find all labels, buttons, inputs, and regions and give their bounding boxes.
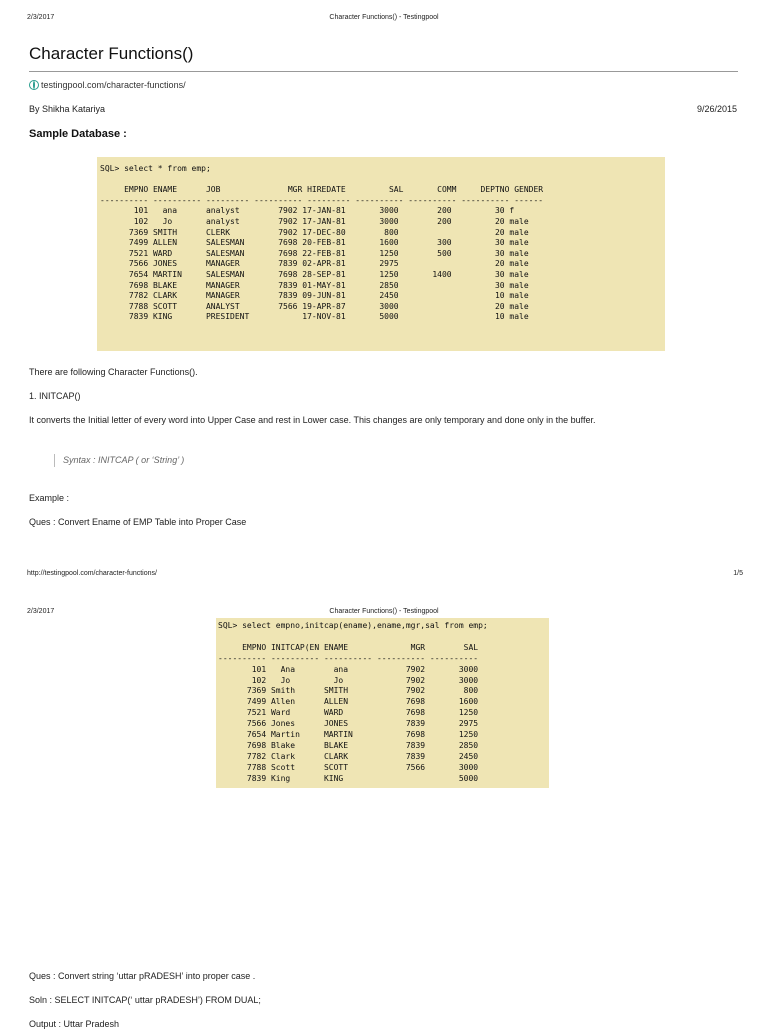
- author-byline: By Shikha Katariya: [29, 104, 106, 114]
- footer-page-number: 1/5: [733, 570, 743, 577]
- initcap-line: 7499 Allen ALLEN 7698 1600: [218, 697, 479, 707]
- emp-line: EMPNO ENAME JOB MGR HIREDATE SAL COMM DEPTNO GENDER: [100, 185, 544, 195]
- initcap-line: [218, 632, 549, 643]
- initcap-line: 102 Jo Jo 7902 3000: [218, 675, 479, 685]
- solution-text: Soln : SELECT INITCAP(‘ uttar pRADESH’) FROM DUAL;: [29, 995, 261, 1005]
- initcap-line: 7369 Smith SMITH 7902 800: [218, 686, 479, 696]
- initcap-line: 7782 Clark CLARK 7839 2450: [218, 751, 479, 761]
- syntax-quote: Syntax : INITCAP ( or ‘String’ ): [54, 454, 184, 467]
- emp-line: 7839 KING PRESIDENT 17-NOV-81 5000 10 male: [100, 312, 529, 322]
- initcap-line: 7839 King KING 5000: [218, 773, 479, 783]
- globe-icon: [29, 80, 39, 90]
- source-url[interactable]: [29, 80, 186, 90]
- initcap-line: ---------- ---------- ---------- ---------- ----------: [218, 653, 479, 663]
- question-text-2: Ques : Convert string ‘uttar pRADESH’ into proper case .: [29, 971, 256, 981]
- initcap-line: SQL> select empno,initcap(ename),ename,mgr,sal from emp;: [218, 621, 488, 630]
- sql-output-initcap: [216, 618, 549, 788]
- section-heading: Sample Database :: [29, 128, 127, 140]
- emp-line: 7521 WARD SALESMAN 7698 22-FEB-81 1250 500 30 male: [100, 248, 529, 258]
- initcap-line: 7788 Scott SCOTT 7566 3000: [218, 762, 479, 772]
- publish-date: 9/26/2015: [696, 104, 737, 114]
- initcap-line: 7521 Ward WARD 7698 1250: [218, 708, 479, 718]
- initcap-line: 7698 Blake BLAKE 7839 2850: [218, 740, 479, 750]
- list-item-initcap: 1. INITCAP(): [29, 391, 81, 401]
- intro-text: There are following Character Functions().: [29, 367, 198, 377]
- emp-line: ---------- ---------- --------- ---------- --------- ---------- ---------- ---------- ------: [100, 195, 544, 205]
- emp-line: 101 ana analyst 7902 17-JAN-81 3000 200 30 f: [100, 206, 515, 216]
- emp-line: 7782 CLARK MANAGER 7839 09-JUN-81 2450 10 male: [100, 291, 529, 301]
- initcap-line: EMPNO INITCAP(EN ENAME MGR SAL: [218, 642, 479, 652]
- example-label: Example :: [29, 493, 70, 503]
- emp-line: 7698 BLAKE MANAGER 7839 01-MAY-81 2850 30 male: [100, 280, 529, 290]
- print-title-page2: Character Functions() - Testingpool: [329, 608, 439, 615]
- print-date-page2: 2/3/2017: [27, 608, 55, 615]
- emp-line: 7499 ALLEN SALESMAN 7698 20-FEB-81 1600 300 30 male: [100, 238, 529, 248]
- initcap-line: 101 Ana ana 7902 3000: [218, 664, 479, 674]
- emp-line: 7788 SCOTT ANALYST 7566 19-APR-87 3000 20 male: [100, 301, 529, 311]
- emp-line: 7369 SMITH CLERK 7902 17-DEC-80 800 20 male: [100, 227, 529, 237]
- initcap-line: 7566 Jones JONES 7839 2975: [218, 719, 479, 729]
- question-text: Ques : Convert Ename of EMP Table into Proper Case: [29, 517, 247, 527]
- output-text: Output : Uttar Pradesh: [29, 1019, 120, 1029]
- emp-line: 7566 JONES MANAGER 7839 02-APR-81 2975 20 male: [100, 259, 529, 269]
- emp-line: 102 Jo analyst 7902 17-JAN-81 3000 200 20 male: [100, 216, 529, 226]
- emp-line: SQL> select * from emp;: [100, 164, 211, 173]
- page-title: Character Functions(): [29, 44, 194, 63]
- sql-output-emp: [97, 157, 665, 351]
- initcap-line: 7654 Martin MARTIN 7698 1250: [218, 730, 479, 740]
- print-date: 2/3/2017: [27, 14, 55, 21]
- print-title: Character Functions() - Testingpool: [329, 14, 439, 21]
- emp-line: 7654 MARTIN SALESMAN 7698 28-SEP-81 1250 1400 30 male: [100, 269, 529, 279]
- title-divider: [29, 71, 738, 72]
- footer-url[interactable]: http://testingpool.com/character-functions/: [27, 570, 157, 577]
- source-url-text[interactable]: testingpool.com/character-functions/: [41, 80, 186, 90]
- emp-line: [100, 175, 665, 186]
- description-text: It converts the Initial letter of every word into Upper Case and rest in Lower case. This changes are only temporary and done only in the buffer.: [29, 415, 596, 425]
